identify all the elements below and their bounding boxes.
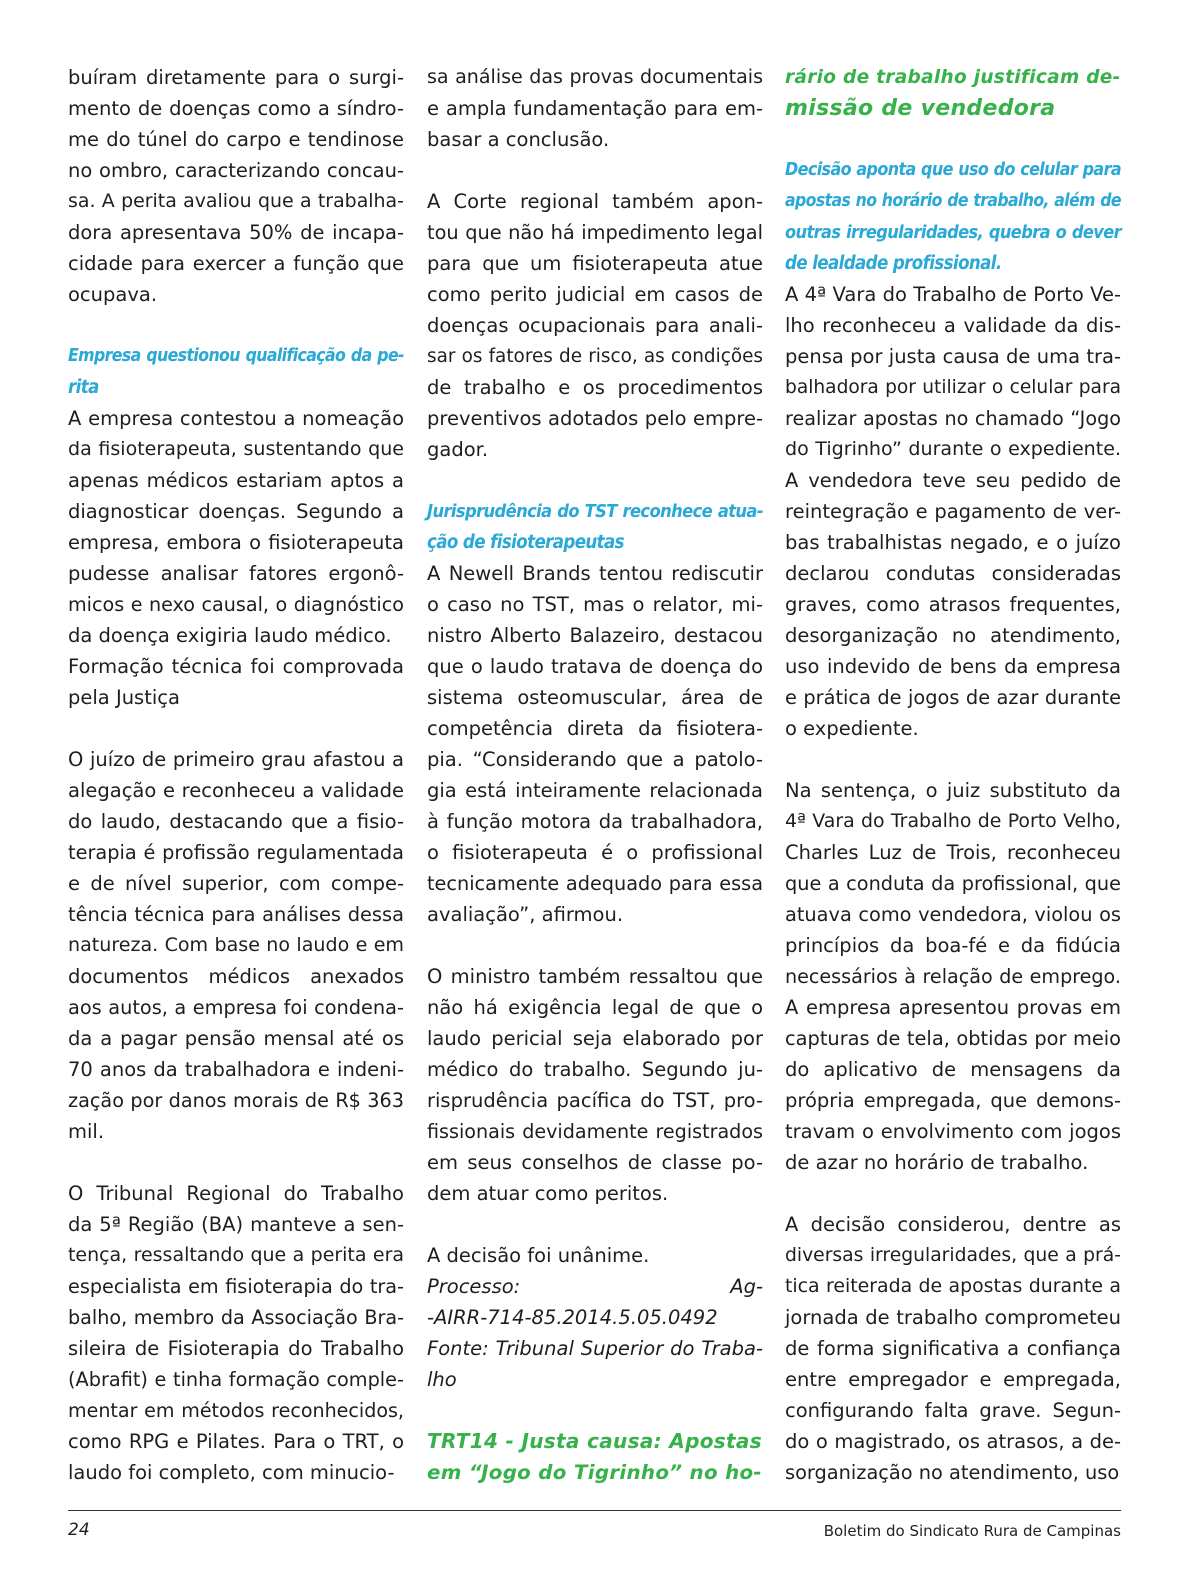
text-line: tença, ressaltando que a perita era: [68, 1244, 404, 1266]
text-line: A Newell Brands tentou rediscutir: [427, 562, 763, 585]
text-line: lho reconheceu a validade da dis-: [785, 314, 1121, 337]
text-line: laudo pericial seja elaborado por: [427, 1027, 763, 1050]
text-line: balhadora por utilizar o celular para: [785, 377, 1121, 398]
text-line: diversas irregularidades, que a prá-: [785, 1245, 1121, 1266]
paragraph: [427, 961, 763, 1209]
text-line: laudo foi completo, com minucio-: [68, 1461, 395, 1484]
text-line: reintegração e pagamento de ver-: [785, 500, 1121, 523]
text-line: buíram diretamente para o surgi-: [68, 66, 404, 89]
text-line: graves, como atrasos frequentes,: [785, 593, 1121, 616]
text-line: preventivos adotados pelo empre-: [427, 407, 763, 430]
text-line: competência direta da fisiotera-: [427, 717, 763, 740]
text-line: em seus conselhos de classe po-: [427, 1151, 763, 1174]
text-line: A vendedora teve seu pedido de: [785, 469, 1121, 492]
paragraph: [427, 62, 763, 155]
text-line: mil.: [68, 1120, 105, 1143]
text-line: pensa por justa causa de uma tra-: [785, 345, 1121, 368]
text-line: tecnicamente adequado para essa: [427, 872, 763, 895]
text-line: Jurisprudência do TST reconhece atua-: [427, 501, 763, 522]
text-line: Fonte: Tribunal Superior do Traba-: [427, 1337, 763, 1360]
text-line: rário de trabalho justificam de-: [785, 67, 1121, 88]
text-line: Charles Luz de Trois, reconheceu: [785, 841, 1121, 864]
paragraph: [68, 744, 404, 1147]
text-line: do o magistrado, os atrasos, a de-: [785, 1430, 1121, 1453]
text-line: como RPG e Pilates. Para o TRT, o: [68, 1430, 404, 1453]
subheading: [785, 155, 1121, 279]
text-line: apenas médicos estariam aptos a: [68, 469, 404, 492]
text-line: para que um fisioterapeuta atue: [427, 252, 763, 275]
page-number: 24: [68, 1520, 90, 1540]
column-2: [427, 62, 763, 1488]
text-line: rita: [68, 377, 99, 398]
text-line: me do túnel do carpo e tendinose: [68, 128, 404, 151]
text-line: mento de doenças como a síndro-: [68, 97, 404, 120]
text-line: basar a conclusão.: [427, 128, 610, 151]
text-line: de azar no horário de trabalho.: [785, 1151, 1089, 1174]
text-line: A 4ª Vara do Trabalho de Porto Ve-: [785, 283, 1121, 306]
text-line: doenças ocupacionais para anali-: [427, 314, 763, 337]
text-line: dora apresentava 50% de incapa-: [68, 221, 404, 244]
text-line: O juízo de primeiro grau afastou a: [68, 748, 404, 771]
text-line: A decisão considerou, dentre as: [785, 1213, 1121, 1236]
text-line: pela Justiça: [68, 686, 180, 709]
text-line: declarou condutas consideradas: [785, 562, 1121, 585]
text-line: o caso no TST, mas o relator, mi-: [427, 593, 763, 616]
text-line: A Corte regional também apon-: [427, 190, 763, 213]
text-line: necessários à relação de emprego.: [785, 965, 1121, 988]
paragraph: [785, 1209, 1121, 1488]
text-line: uso indevido de bens da empresa: [785, 655, 1121, 678]
text-line: Empresa questionou qualificação da pe-: [68, 346, 404, 366]
text-line: 70 anos da trabalhadora e indeni-: [68, 1058, 404, 1081]
text-line: entre empregador e empregada,: [785, 1368, 1121, 1391]
paragraph: [427, 186, 763, 465]
text-line: que a conduta da profissional, que: [785, 872, 1121, 895]
text-line: o fisioterapeuta é o profissional: [427, 841, 763, 864]
text-line: tou que não há impedimento legal: [427, 221, 763, 244]
text-line: capturas de tela, obtidas por meio: [785, 1027, 1121, 1050]
footer-divider: [68, 1510, 1121, 1511]
text-line: realizar apostas no chamado “Jogo: [785, 407, 1121, 430]
text-line: diagnosticar doenças. Segundo a: [68, 500, 404, 523]
text-line: TRT14 - Justa causa: Apostas: [427, 1429, 762, 1453]
text-line: documentos médicos anexados: [68, 965, 404, 988]
text-line: tência técnica para análises dessa: [68, 903, 404, 926]
text-line: Formação técnica foi comprovada: [68, 655, 404, 678]
text-line: -AIRR-714-85.2014.5.05.0492: [427, 1306, 718, 1329]
article-heading: [427, 1426, 763, 1488]
text-line: o expediente.: [785, 717, 919, 740]
text-line: princípios da boa-fé e da fidúcia: [785, 934, 1121, 957]
text-line: zação por danos morais de R$ 363: [68, 1089, 404, 1112]
text-line: do aplicativo de mensagens da: [785, 1058, 1121, 1081]
text-line: balho, membro da Associação Bra-: [68, 1306, 404, 1329]
text-line: de forma significativa a confiança: [785, 1337, 1121, 1360]
text-line: terapia é profissão regulamentada: [68, 841, 404, 864]
text-line: e ampla fundamentação para em-: [427, 97, 763, 120]
text-line: em “Jogo do Tigrinho” no ho-: [427, 1461, 762, 1484]
text-line: tica reiterada de apostas durante a: [785, 1275, 1121, 1297]
paragraph: [427, 558, 763, 930]
text-line: O ministro também ressaltou que: [427, 965, 763, 988]
text-line: 4ª Vara do Trabalho de Porto Velho,: [785, 810, 1121, 832]
text-line: (Abrafit) e tinha formação comple-: [68, 1368, 404, 1391]
text-line: empresa, embora o fisioterapeuta: [68, 531, 404, 554]
paragraph: [427, 1240, 763, 1271]
text-line: sistema osteomuscular, área de: [427, 686, 763, 709]
text-line: Decisão aponta que uso do celular para: [785, 160, 1121, 180]
text-line: gia está inteiramente relacionada: [427, 779, 763, 802]
text-line: alegação e reconheceu a validade: [68, 779, 404, 802]
text-line: avaliação”, afirmou.: [427, 903, 624, 926]
column-3: [785, 62, 1121, 1488]
text-line: à função motora da trabalhadora,: [427, 810, 763, 833]
text-line: do Tigrinho” durante o expediente.: [785, 438, 1121, 460]
text-line: sorganização no atendimento, uso: [785, 1461, 1120, 1484]
text-line: ção de fisioterapeutas: [427, 532, 624, 553]
text-line: jornada de trabalho comprometeu: [785, 1306, 1121, 1329]
text-line: Processo: Ag-: [427, 1275, 763, 1298]
paragraph: [68, 403, 404, 651]
text-line: especialista em fisioterapia do tra-: [68, 1275, 404, 1298]
text-line: travam o envolvimento com jogos: [785, 1120, 1121, 1143]
text-line: e de nível superior, com compe-: [68, 872, 404, 895]
text-line: micos e nexo causal, o diagnóstico: [68, 593, 404, 616]
text-line: no ombro, caracterizando concau-: [68, 159, 404, 182]
text-line: A empresa apresentou provas em: [785, 996, 1121, 1019]
text-line: da fisioterapeuta, sustentando que: [68, 438, 404, 460]
text-line: como perito judicial em casos de: [427, 283, 763, 306]
paragraph: [68, 1178, 404, 1488]
text-line: configurando falta grave. Segun-: [785, 1399, 1121, 1422]
paragraph: [785, 279, 1121, 744]
text-line: pudesse analisar fatores ergonô-: [68, 562, 404, 585]
text-line: e prática de jogos de azar durante: [785, 686, 1121, 709]
article-heading: [785, 62, 1121, 124]
text-line: nistro Alberto Balazeiro, destacou: [427, 624, 763, 647]
text-line: sa análise das provas documentais: [427, 66, 763, 88]
text-line: atuava como vendedora, violou os: [785, 903, 1121, 926]
text-line: aos autos, a empresa foi condena-: [68, 996, 404, 1019]
text-line: de lealdade profissional.: [785, 253, 1002, 274]
subheading: [68, 341, 404, 403]
text-line: do laudo, destacando que a fisio-: [68, 810, 404, 833]
text-line: da 5ª Região (BA) manteve a sen-: [68, 1213, 404, 1236]
text-line: médico do trabalho. Segundo ju-: [427, 1058, 763, 1081]
text-line: risprudência pacífica do TST, pro-: [427, 1089, 763, 1112]
text-line: natureza. Com base no laudo e em: [68, 934, 404, 956]
text-line: Na sentença, o juiz substituto da: [785, 779, 1121, 802]
text-line: desorganização no atendimento,: [785, 624, 1121, 647]
source-note: [427, 1271, 763, 1395]
paragraph: [68, 651, 404, 713]
text-line: cidade para exercer a função que: [68, 252, 404, 275]
text-line: pia. “Considerando que a patolo-: [427, 748, 763, 771]
text-line: lho: [427, 1368, 457, 1391]
column-1: [68, 62, 404, 1488]
text-line: que o laudo tratava de doença do: [427, 655, 763, 678]
text-line: bas trabalhistas negado, e o juízo: [785, 531, 1121, 554]
text-line: fissionais devidamente registrados: [427, 1120, 763, 1143]
text-line: da doença exigiria laudo médico.: [68, 624, 392, 647]
text-line: própria empregada, que demons-: [785, 1089, 1121, 1112]
text-line: de trabalho e os procedimentos: [427, 376, 763, 399]
paragraph: [68, 62, 404, 310]
text-line: A empresa contestou a nomeação: [68, 407, 404, 430]
text-line: A decisão foi unânime.: [427, 1244, 650, 1267]
text-line: outras irregularidades, quebra o dever: [785, 222, 1121, 243]
text-line: ocupava.: [68, 283, 158, 306]
text-line: O Tribunal Regional do Trabalho: [68, 1182, 404, 1205]
paragraph: [785, 775, 1121, 1178]
text-line: sileira de Fisioterapia do Trabalho: [68, 1337, 404, 1360]
subheading: [427, 496, 763, 558]
text-line: sa. A perita avaliou que a trabalha-: [68, 190, 404, 212]
text-line: apostas no horário de trabalho, além de: [785, 191, 1121, 211]
publication-name: Boletim do Sindicato Rura de Campinas: [823, 1522, 1121, 1540]
text-line: da a pagar pensão mensal até os: [68, 1027, 404, 1050]
text-line: mentar em métodos reconhecidos,: [68, 1399, 404, 1422]
text-line: sar os fatores de risco, as condições: [427, 346, 763, 367]
text-line: não há exigência legal de que o: [427, 996, 763, 1019]
text-line: gador.: [427, 438, 489, 461]
text-line: missão de vendedora: [785, 96, 1056, 121]
text-line: dem atuar como peritos.: [427, 1182, 669, 1205]
